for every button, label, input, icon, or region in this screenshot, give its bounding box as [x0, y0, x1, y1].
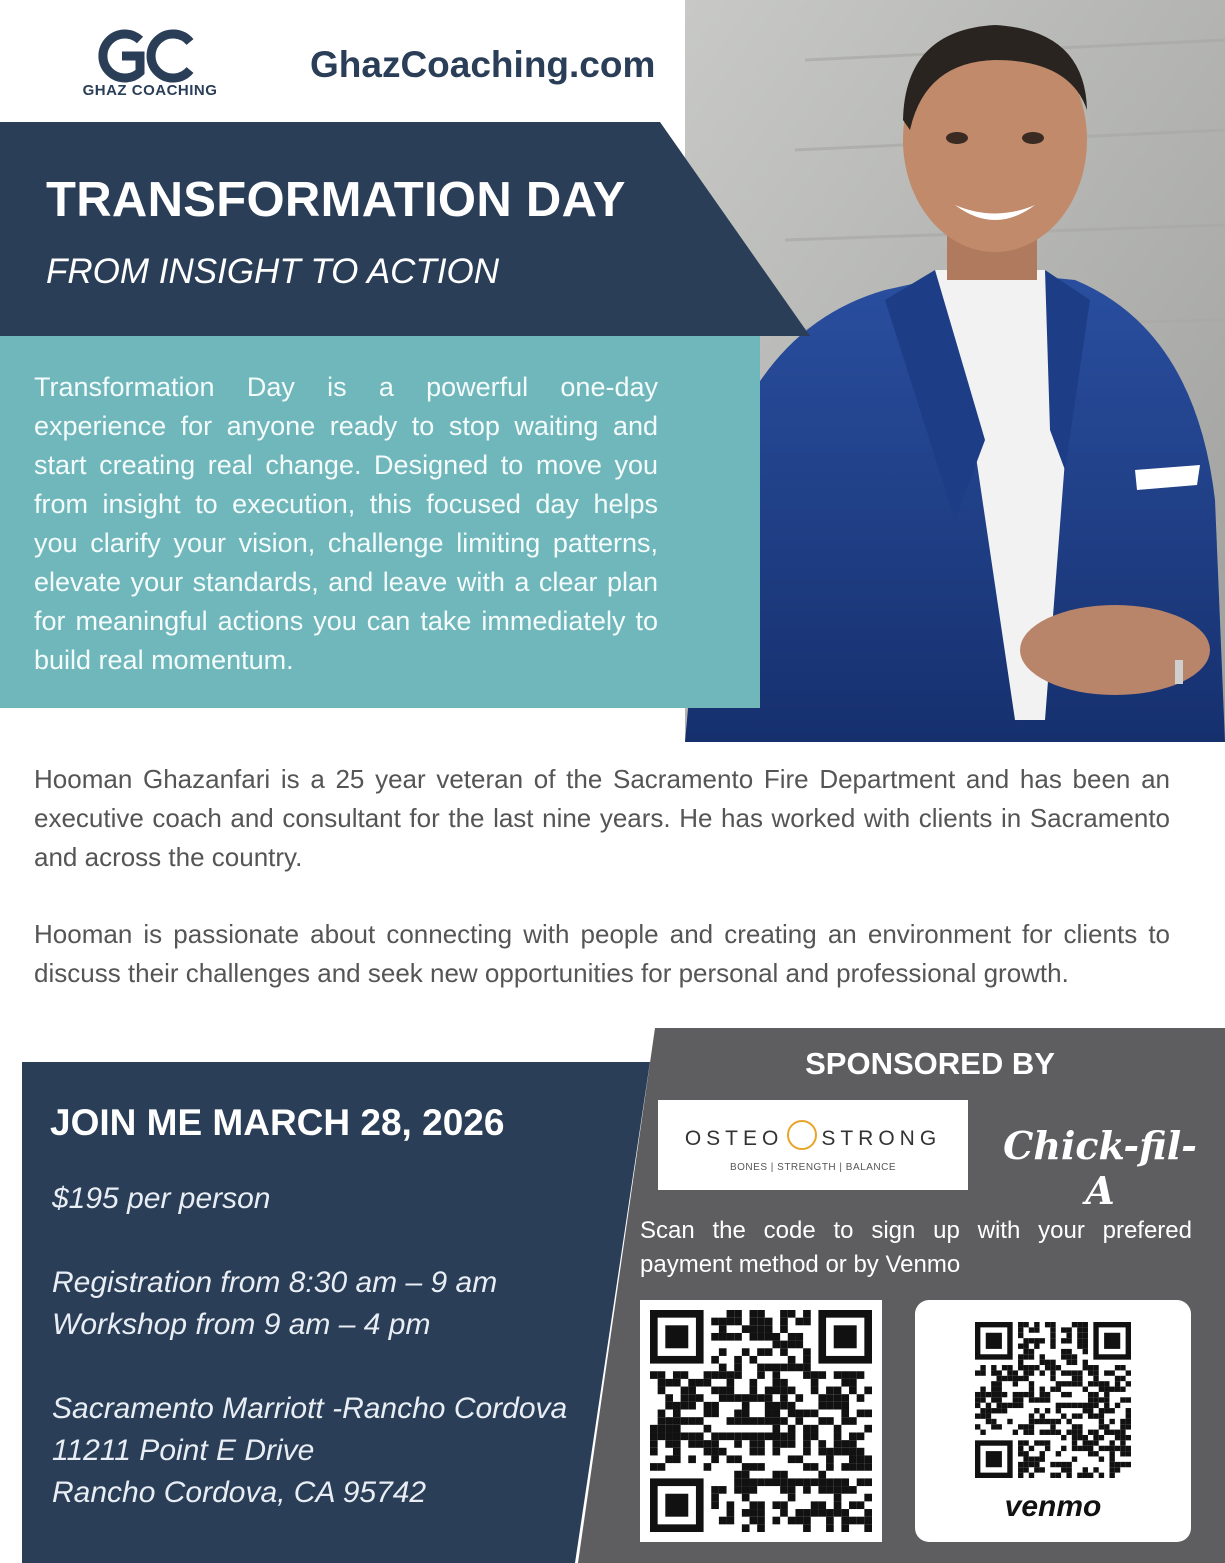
event-date-heading: JOIN ME MARCH 28, 2026	[50, 1102, 505, 1143]
sponsored-by-heading: SPONSORED BY	[805, 1046, 1055, 1081]
qr-code-icon	[640, 1300, 882, 1542]
registration-time: Registration from 8:30 am – 9 am	[52, 1266, 498, 1299]
page-subtitle: FROM INSIGHT TO ACTION	[46, 252, 500, 291]
event-price: $195 per person	[52, 1182, 271, 1215]
osteostrong-wordmark: OSTEO STRONG	[658, 1120, 968, 1151]
osteostrong-tagline: BONES | STRENGTH | BALANCE	[729, 1162, 896, 1173]
website-url[interactable]: GhazCoaching.com	[310, 44, 656, 85]
chick-fil-a-wordmark: Chick-fil-A	[1003, 1123, 1197, 1213]
event-description: Transformation Day is a powerful one-day experience for anyone ready to stop waiting and start creating real change. Designed to move you from insight to execution, this focused day helps you clarify your vision, challenge limiting patterns, elevate your standards, and leave with a clear plan for meaningful actions you can take immediately to build real momentum.	[34, 372, 658, 675]
osteostrong-logo	[658, 1100, 968, 1190]
chick-fil-a-logo	[995, 1095, 1205, 1213]
venmo-label: venmo	[1004, 1490, 1102, 1523]
venue-address-line-1: 11211 Point E Drive	[52, 1434, 315, 1467]
coach-photo	[685, 0, 1225, 742]
page-title: TRANSFORMATION DAY	[46, 173, 626, 227]
title-banner	[0, 122, 820, 336]
logo-text: GHAZ COACHING	[82, 82, 218, 99]
signup-qr-code[interactable]	[640, 1300, 882, 1542]
venmo-qr-card[interactable]	[915, 1300, 1191, 1542]
signup-instructions: Scan the code to sign up with your prefered payment method or by Venmo	[640, 1217, 1192, 1278]
bio-paragraph-1: Hooman Ghazanfari is a 25 year veteran of the Sacramento Fire Department and has been an executive coach and consultant for the last nine years. He has worked with clients in Sacramento and across the country.	[34, 764, 1170, 872]
osteostrong-emblem-icon	[787, 1120, 817, 1150]
bio-paragraph-2: Hooman is passionate about connecting with people and creating an environment for clients to discuss their challenges and seek new opportunities for personal and professional growth.	[34, 919, 1170, 988]
venmo-qr-code-icon	[915, 1300, 1191, 1490]
venue-name: Sacramento Marriott -Rancho Cordova	[52, 1392, 568, 1425]
workshop-time: Workshop from 9 am – 4 pm	[52, 1308, 431, 1341]
venue-address-line-2: Rancho Cordova, CA 95742	[52, 1476, 427, 1509]
